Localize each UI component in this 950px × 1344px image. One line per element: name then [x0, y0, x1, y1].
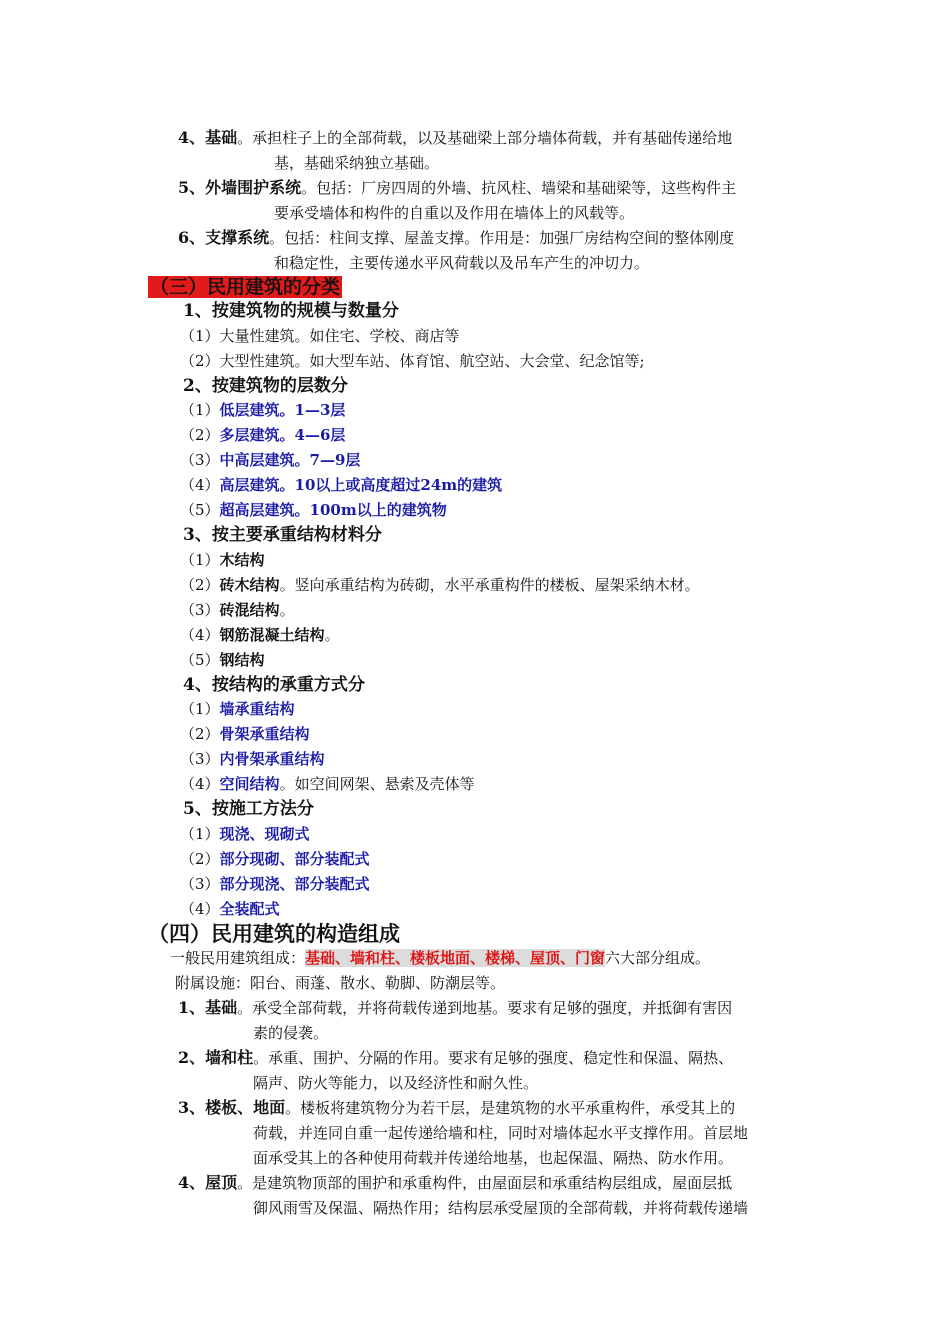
- list-item: （2）部分现砌、部分装配式: [180, 850, 370, 868]
- group-heading: 5、按施工方法分: [183, 799, 314, 819]
- list-item: （1）低层建筑。1—3层: [180, 401, 346, 419]
- list-item: 6、支撑系统。包括：柱间支撑、屋盖支撑。作用是：加强厂房结构空间的整体刚度: [178, 228, 735, 247]
- item-label: 1、基础: [178, 998, 238, 1017]
- list-item: （4）空间结构。如空间网架、悬索及壳体等: [180, 775, 475, 793]
- list-item: （4）高层建筑。10以上或高度超过24m的建筑: [180, 476, 503, 494]
- list-item-continuation: 荷载，并连同自重一起传递给墙和柱，同时对墙体起水平支撑作用。首层地: [253, 1124, 749, 1142]
- list-item: （1）木结构: [180, 551, 265, 569]
- item-label: 5、外墙围护系统: [178, 178, 302, 197]
- list-item: （4）钢筋混凝土结构。: [180, 626, 340, 644]
- item-label: 4、基础: [178, 128, 238, 147]
- item-label: 3、楼板、地面: [178, 1098, 286, 1117]
- intro-paragraph: 一般民用建筑组成：基础、墙和柱、楼板地面、楼梯、屋顶、门窗六大部分组成。: [170, 949, 711, 967]
- list-item-continuation: 素的侵袭。: [253, 1024, 329, 1042]
- item-label: 4、屋顶: [178, 1173, 238, 1192]
- list-item: （3）中高层建筑。7—9层: [180, 451, 361, 469]
- section-title: （四）民用建筑的构造组成: [148, 921, 400, 946]
- auxiliary-facilities: 附属设施：阳台、雨蓬、散水、勒脚、防潮层等。: [175, 974, 506, 992]
- list-item-continuation: 和稳定性，主要传递水平风荷载以及吊车产生的冲切力。: [274, 254, 650, 272]
- group-heading: 3、按主要承重结构材料分: [183, 525, 382, 545]
- list-item: （2）砖木结构。竖向承重结构为砖砌，水平承重构件的楼板、屋架采纳木材。: [180, 576, 700, 594]
- list-item-continuation: 要承受墙体和构件的自重以及作用在墙体上的风载等。: [274, 204, 635, 222]
- list-item: 2、墙和柱。承重、围护、分隔的作用。要求有足够的强度、稳定性和保温、隔热、: [178, 1048, 734, 1067]
- list-item: （4）全装配式: [180, 900, 280, 918]
- list-item-continuation: 御风雨雪及保温、隔热作用；结构层承受屋顶的全部荷载，并将荷载传递墙: [253, 1199, 749, 1217]
- list-item: （5）超高层建筑。100m以上的建筑物: [180, 501, 447, 519]
- list-item: 3、楼板、地面。楼板将建筑物分为若干层，是建筑物的水平承重构件，承受其上的: [178, 1098, 736, 1117]
- group-heading: 2、按建筑物的层数分: [183, 376, 348, 396]
- list-item-continuation: 隔声、防火等能力，以及经济性和耐久性。: [253, 1074, 539, 1092]
- list-item: 4、屋顶。是建筑物顶部的围护和承重构件，由屋面层和承重结构层组成，屋面层抵: [178, 1173, 733, 1192]
- list-item-continuation: 面承受其上的各种使用荷载并传递给地基，也起保温、隔热、防水作用。: [253, 1149, 734, 1167]
- group-heading: 4、按结构的承重方式分: [183, 675, 365, 695]
- item-label: 6、支撑系统: [178, 228, 270, 247]
- list-item: 5、外墙围护系统。包括：厂房四周的外墙、抗风柱、墙梁和基础梁等，这些构件主: [178, 178, 737, 197]
- list-item: （3）砖混结构。: [180, 601, 295, 619]
- item-label: 2、墙和柱: [178, 1048, 254, 1067]
- list-item: （3）部分现浇、部分装配式: [180, 875, 370, 893]
- section-title: （三）民用建筑的分类: [150, 276, 341, 298]
- list-item: （5）钢结构: [180, 651, 265, 669]
- list-item: （2）多层建筑。4—6层: [180, 426, 346, 444]
- list-item-continuation: 基，基础采纳独立基础。: [274, 154, 440, 172]
- list-item: 1、基础。承受全部荷载，并将荷载传递到地基。要求有足够的强度，并抵御有害因: [178, 998, 733, 1017]
- list-item: （1）墙承重结构: [180, 700, 295, 718]
- list-item: （1）大量性建筑。如住宅、学校、商店等: [180, 327, 460, 345]
- highlighted-components: 基础、墙和柱、楼板地面、楼梯、屋顶、门窗: [305, 949, 606, 967]
- list-item: （2）大型性建筑。如大型车站、体育馆、航空站、大会堂、纪念馆等;: [180, 352, 645, 370]
- group-heading: 1、按建筑物的规模与数量分: [183, 301, 399, 321]
- list-item: （3）内骨架承重结构: [180, 750, 325, 768]
- list-item: （2）骨架承重结构: [180, 725, 310, 743]
- list-item: 4、基础。承担柱子上的全部荷载，以及基础梁上部分墙体荷载，并有基础传递给地: [178, 128, 733, 147]
- list-item: （1）现浇、现砌式: [180, 825, 310, 843]
